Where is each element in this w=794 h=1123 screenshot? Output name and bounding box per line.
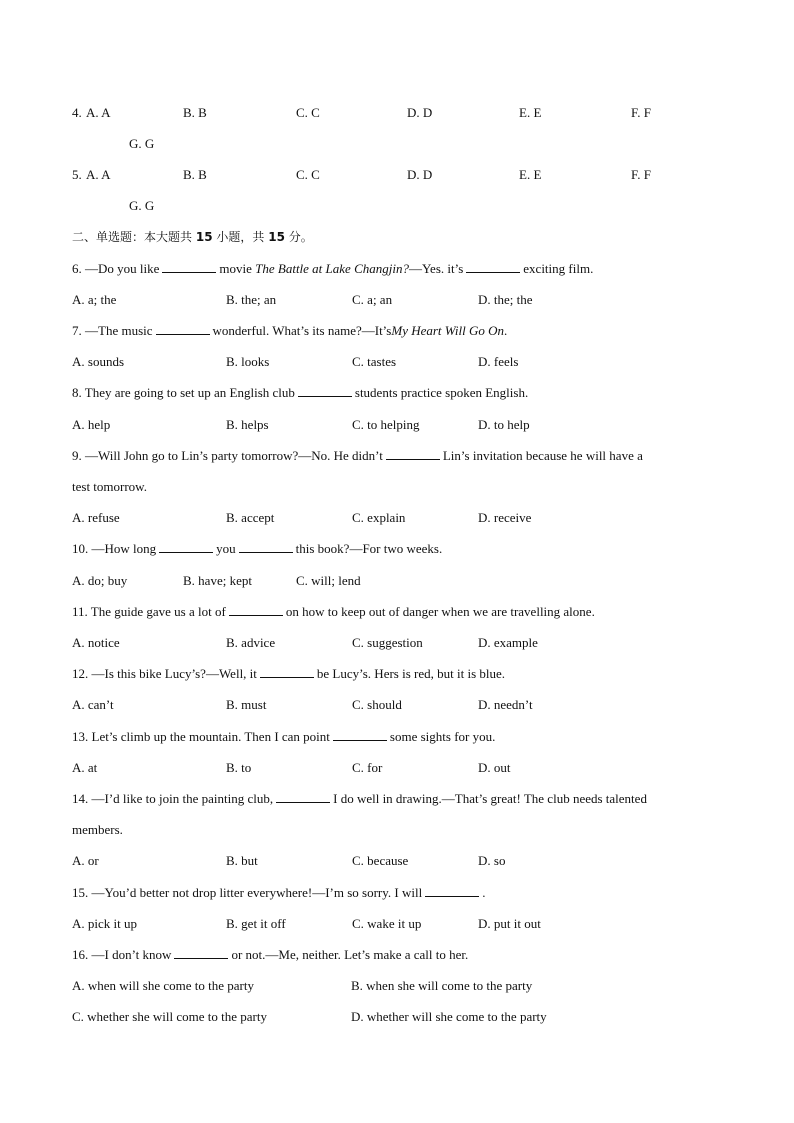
question-6: [72, 260, 593, 278]
option-b: B. advice: [226, 635, 276, 650]
option-d: D. out: [478, 760, 511, 775]
option-a: A. do; buy: [72, 573, 128, 588]
answer-blank: [260, 665, 314, 678]
option-b: B. accept: [226, 510, 275, 525]
option-c: C. because: [352, 853, 409, 868]
film-title: The Battle at Lake Changjin?: [255, 261, 409, 276]
question-text: .: [504, 323, 508, 338]
question-12: [72, 665, 505, 683]
option-a: A. can’t: [72, 697, 114, 712]
question-text: They are going to set up an English club: [84, 385, 295, 400]
option-c: C. explain: [352, 510, 406, 525]
option-e: E. E: [519, 105, 542, 120]
option-a: A. at: [72, 760, 98, 775]
section-prefix: 二、单选题：本大题共: [72, 230, 193, 244]
question-text: .: [482, 885, 486, 900]
option-c: C. will; lend: [296, 573, 361, 588]
option-d: D. receive: [478, 510, 532, 525]
option-b: B. the; an: [226, 292, 277, 307]
option-b: B. get it off: [226, 916, 286, 931]
question-count: 15: [195, 230, 213, 244]
question-number: 8.: [72, 385, 82, 400]
option-a: A. when will she come to the party: [72, 978, 254, 993]
question-number: 16.: [72, 947, 89, 962]
question-text: The guide gave us a lot of: [90, 604, 226, 619]
option-b: B. when she will come to the party: [351, 978, 533, 993]
option-c: C. C: [296, 105, 320, 120]
option-c: C. should: [352, 697, 402, 712]
question-15: [72, 884, 485, 902]
question-16: [72, 946, 468, 964]
question-text: some sights for you.: [389, 729, 496, 744]
question-text: —Do you like: [85, 261, 160, 276]
option-c: C. C: [296, 167, 320, 182]
answer-blank: [276, 790, 330, 803]
option-d: D. to help: [478, 417, 530, 432]
question-5: [72, 166, 82, 184]
question-text: students practice spoken English.: [354, 385, 529, 400]
option-e: E. E: [519, 167, 542, 182]
answer-blank: [159, 540, 213, 553]
question-text: —I don’t know: [91, 947, 172, 962]
option-a: A. notice: [72, 635, 120, 650]
question-text: exciting film.: [523, 261, 594, 276]
question-number: 5.: [72, 167, 82, 182]
option-g: G. G: [129, 198, 155, 213]
option-d: D. put it out: [478, 916, 541, 931]
answer-blank: [298, 384, 352, 397]
question-number: 11.: [72, 604, 88, 619]
question-number: 10.: [72, 541, 89, 556]
answer-blank: [425, 884, 479, 897]
option-d: D. whether will she come to the party: [351, 1009, 547, 1024]
option-a: A. a; the: [72, 292, 117, 307]
section-suffix: 分。: [288, 230, 313, 244]
question-text: wonderful. What’s its name?—It’s: [212, 323, 392, 338]
question-text: —You’d better not drop litter everywhere!—I’m so sorry. I will: [91, 885, 423, 900]
option-d: D. D: [407, 105, 433, 120]
question-number: 4.: [72, 105, 82, 120]
option-b: B. have; kept: [183, 573, 252, 588]
question-continuation: test tomorrow.: [72, 479, 147, 494]
question-number: 9.: [72, 448, 82, 463]
question-7: [72, 322, 507, 340]
option-b: B. looks: [226, 354, 270, 369]
question-number: 13.: [72, 729, 89, 744]
answer-blank: [174, 946, 228, 959]
option-b: B. B: [183, 105, 207, 120]
option-b: B. B: [183, 167, 207, 182]
question-text: —Yes. it’s: [408, 261, 464, 276]
question-13: [72, 728, 495, 746]
option-b: B. to: [226, 760, 252, 775]
question-text: this book?—For two weeks.: [295, 541, 443, 556]
option-c: C. suggestion: [352, 635, 423, 650]
question-number: 7.: [72, 323, 82, 338]
option-f: F. F: [631, 105, 651, 120]
option-f: F. F: [631, 167, 651, 182]
question-text: on how to keep out of danger when we are travelling alone.: [285, 604, 595, 619]
question-10: [72, 540, 442, 558]
question-text: movie: [219, 261, 252, 276]
option-c: C. a; an: [352, 292, 393, 307]
question-text: —How long: [91, 541, 157, 556]
question-text: you: [216, 541, 236, 556]
option-d: D. example: [478, 635, 538, 650]
question-11: [72, 603, 595, 621]
option-b: B. must: [226, 697, 267, 712]
option-c: C. to helping: [352, 417, 420, 432]
question-9: [72, 447, 643, 465]
option-a: A. refuse: [72, 510, 120, 525]
option-c: C. whether she will come to the party: [72, 1009, 267, 1024]
option-d: D. the; the: [478, 292, 533, 307]
song-title: My Heart Will Go On: [391, 323, 505, 338]
question-number: 15.: [72, 885, 89, 900]
question-continuation: members.: [72, 822, 123, 837]
option-c: C. tastes: [352, 354, 397, 369]
answer-blank: [229, 603, 283, 616]
question-text: —Is this bike Lucy’s?—Well, it: [91, 666, 257, 681]
question-number: 12.: [72, 666, 89, 681]
answer-blank: [466, 260, 520, 273]
answer-blank: [162, 260, 216, 273]
total-score: 15: [268, 230, 285, 244]
option-d: D. D: [407, 167, 433, 182]
option-b: B. helps: [226, 417, 269, 432]
answer-blank: [239, 540, 293, 553]
option-a: A. pick it up: [72, 916, 137, 931]
question-text: —The music: [85, 323, 153, 338]
question-text: Let’s climb up the mountain. Then I can point: [91, 729, 330, 744]
answer-blank: [156, 322, 210, 335]
question-number: 6.: [72, 261, 82, 276]
option-c: C. for: [352, 760, 383, 775]
option-a: A. A: [86, 167, 111, 182]
option-d: D. feels: [478, 354, 519, 369]
option-b: B. but: [226, 853, 258, 868]
question-14: [72, 790, 647, 808]
option-a: A. sounds: [72, 354, 125, 369]
question-text: Lin’s invitation because he will have a: [442, 448, 643, 463]
option-a: A. A: [86, 105, 111, 120]
option-a: A. or: [72, 853, 99, 868]
question-text: be Lucy’s. Hers is red, but it is blue.: [316, 666, 506, 681]
section-mid: 小题，共: [216, 230, 265, 244]
option-d: D. so: [478, 853, 506, 868]
question-text: —I’d like to join the painting club,: [91, 791, 274, 806]
answer-blank: [333, 728, 387, 741]
question-text: or not.—Me, neither. Let’s make a call to her.: [231, 947, 469, 962]
answer-blank: [386, 447, 440, 460]
section-heading: [72, 228, 313, 246]
option-c: C. wake it up: [352, 916, 422, 931]
option-d: D. needn’t: [478, 697, 533, 712]
question-text: I do well in drawing.—That’s great! The club needs talented: [333, 791, 647, 806]
question-number: 14.: [72, 791, 89, 806]
question-8: [72, 384, 528, 402]
question-4: [72, 104, 82, 122]
option-a: A. help: [72, 417, 111, 432]
option-g: G. G: [129, 136, 155, 151]
question-text: —Will John go to Lin’s party tomorrow?—No. He didn’t: [85, 448, 383, 463]
